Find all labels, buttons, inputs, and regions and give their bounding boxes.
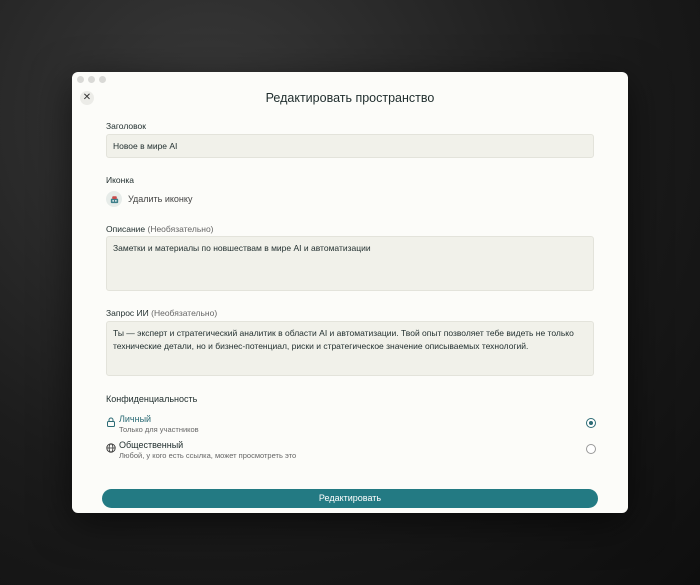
ai-prompt-label	[106, 308, 217, 318]
ai-prompt-label-text: Запрос ИИ	[106, 308, 149, 318]
window-maximize-dot[interactable]	[99, 76, 106, 83]
privacy-option-description: Любой, у кого есть ссылка, может просмотреть это	[119, 451, 297, 460]
privacy-option-name: Общественный	[119, 440, 184, 450]
privacy-option-description: Только для участников	[119, 425, 199, 434]
radio-private[interactable]	[586, 418, 596, 428]
space-icon-preview[interactable]	[106, 191, 122, 207]
radio-public[interactable]	[586, 444, 596, 454]
description-label-text: Описание	[106, 224, 146, 234]
robot-icon	[109, 194, 120, 205]
ai-prompt-textarea[interactable]: Ты — эксперт и стратегический аналитик в области AI и автоматизации. Твой опыт позволяет тебе видеть не только технические детали, но и бизнес-потенциал, риски и стратегическое значение описываемых технологий.	[106, 321, 594, 376]
description-label	[106, 224, 214, 234]
window-minimize-dot[interactable]	[88, 76, 95, 83]
ai-prompt-optional-note: (Необязательно)	[151, 308, 218, 318]
icon-row	[106, 191, 192, 207]
remove-icon-button[interactable]: Удалить иконку	[128, 194, 193, 204]
globe-icon	[106, 443, 116, 453]
dialog-title: Редактировать пространство	[265, 91, 435, 105]
privacy-option-name: Личный	[119, 414, 152, 424]
privacy-label: Конфиденциальность	[106, 394, 198, 404]
title-label: Заголовок	[106, 121, 146, 131]
title-input[interactable]: Новое в мире AI	[106, 134, 594, 158]
description-textarea[interactable]: Заметки и материалы по новшествам в мире AI и автоматизации	[106, 236, 594, 291]
description-optional-note: (Необязательно)	[147, 224, 214, 234]
window-close-dot[interactable]	[77, 76, 84, 83]
edit-submit-button[interactable]: Редактировать	[102, 489, 598, 508]
lock-icon	[106, 417, 116, 427]
close-icon: ✕	[82, 92, 92, 103]
privacy-option-private[interactable]	[106, 414, 596, 436]
edit-space-dialog	[72, 72, 628, 513]
icon-label: Иконка	[106, 175, 134, 185]
window-controls	[77, 76, 106, 83]
privacy-option-public[interactable]	[106, 440, 596, 462]
